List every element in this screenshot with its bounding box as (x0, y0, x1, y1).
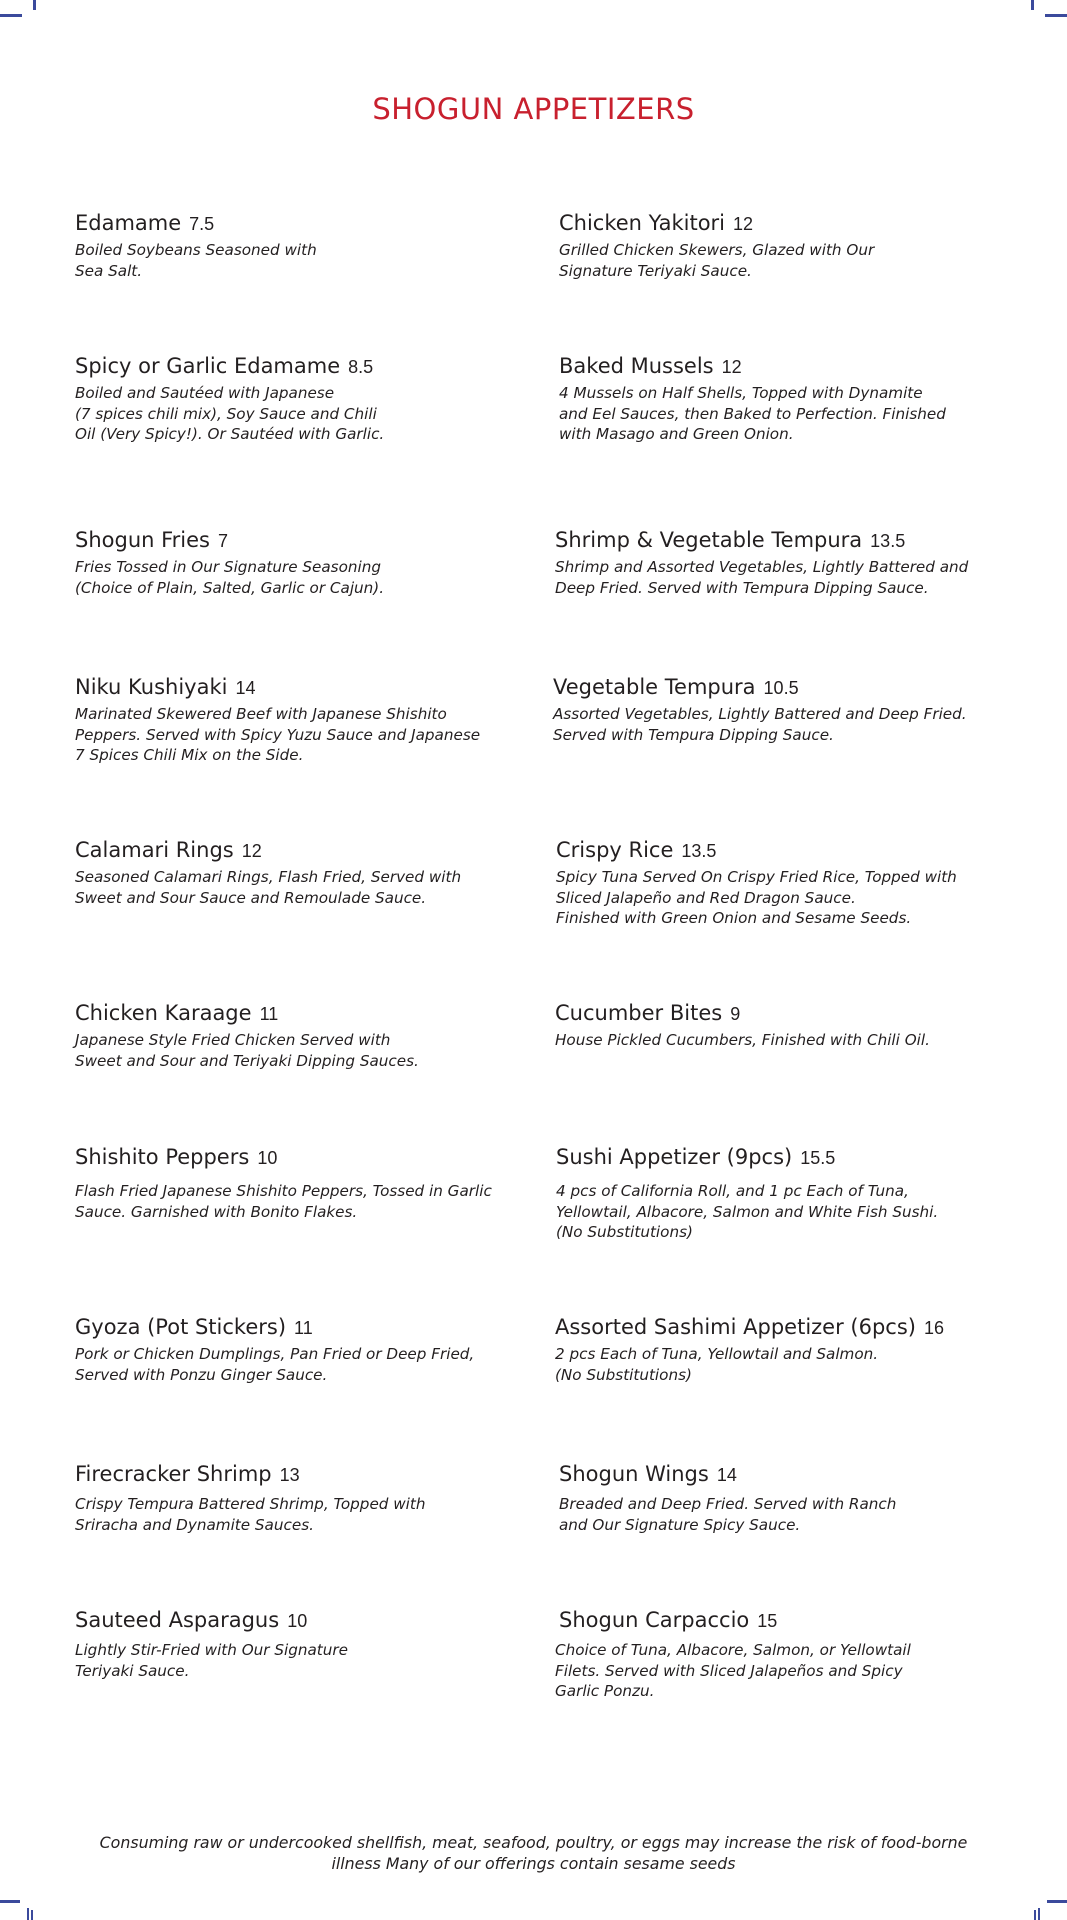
item-description: Grilled Chicken Skewers, Glazed with Our Signature Teriyaki Sauce. (559, 241, 875, 280)
item-description: Fries Tossed in Our Signature Seasoning (Choice of Plain, Salted, Garlic or Cajun). (75, 558, 385, 597)
item-name: Vegetable Tempura (553, 675, 756, 699)
item-description: Assorted Vegetables, Lightly Battered and Deep Fried. Served with Tempura Dipping Sauce. (553, 705, 967, 744)
item-name: Shogun Wings (559, 1462, 709, 1486)
menu-item (555, 1314, 944, 1385)
item-description: Japanese Style Fried Chicken Served with Sweet and Sour and Teriyaki Dipping Sauces. (75, 1031, 419, 1070)
item-description: Breaded and Deep Fried. Served with Ranch and Our Signature Spicy Sauce. (559, 1495, 897, 1534)
item-price: 7.5 (189, 214, 215, 234)
menu-item (553, 674, 967, 745)
item-price: 13 (279, 1465, 300, 1485)
item-price: 15 (757, 1611, 778, 1631)
menu-item (75, 674, 480, 766)
item-price: 7 (218, 531, 229, 551)
menu-item (556, 837, 957, 929)
item-description: Shrimp and Assorted Vegetables, Lightly Battered and Deep Fried. Served with Tempura Dipping Sauce. (555, 558, 969, 597)
item-description: Boiled and Sautéed with Japanese (7 spices chili mix), Soy Sauce and Chili Oil (Very Spicy!). Or Sautéed with Garlic. (75, 384, 385, 443)
item-price: 14 (716, 1465, 737, 1485)
item-price: 12 (241, 841, 262, 861)
corner-mark-bottom-right (1027, 1896, 1067, 1920)
menu-item (559, 210, 874, 281)
item-name: Niku Kushiyaki (75, 675, 228, 699)
item-description: Spicy Tuna Served On Crispy Fried Rice, Topped with Sliced Jalapeño and Red Dragon Sauce. Finished with Green Onion and Sesame Seeds. (556, 868, 957, 927)
menu-item (75, 527, 384, 598)
item-name: Baked Mussels (559, 354, 714, 378)
item-description: Seasoned Calamari Rings, Flash Fried, Served with Sweet and Sour Sauce and Remoulade Sauce. (75, 868, 462, 907)
menu-item (75, 1314, 474, 1385)
item-description: Pork or Chicken Dumplings, Pan Fried or Deep Fried, Served with Ponzu Ginger Sauce. (75, 1345, 475, 1384)
item-name: Calamari Rings (75, 838, 234, 862)
item-price: 13.5 (870, 531, 906, 551)
item-price: 12 (721, 357, 742, 377)
item-price: 10.5 (763, 678, 799, 698)
item-name: Firecracker Shrimp (75, 1462, 272, 1486)
item-name: Chicken Yakitori (559, 211, 726, 235)
item-description: Lightly Stir-Fried with Our Signature Teriyaki Sauce. (75, 1641, 348, 1680)
allergy-disclaimer: Consuming raw or undercooked shellfish, meat, seafood, poultry, or eggs may increase the risk of food-borne illness Many of our offerings contain sesame seeds (99, 1833, 968, 1873)
item-price: 9 (730, 1004, 741, 1024)
item-price: 11 (259, 1004, 279, 1024)
item-description: 2 pcs Each of Tuna, Yellowtail and Salmon. (No Substitutions) (555, 1345, 879, 1384)
item-description: Marinated Skewered Beef with Japanese Shishito Peppers. Served with Spicy Yuzu Sauce and Japanese 7 Spices Chili Mix on the Side. (75, 705, 481, 764)
menu-item (75, 1144, 492, 1222)
item-name: Shogun Carpaccio (559, 1608, 750, 1632)
item-price: 14 (235, 678, 256, 698)
item-name: Spicy or Garlic Edamame (75, 354, 341, 378)
menu-item (75, 353, 384, 445)
menu-item (75, 210, 317, 281)
item-price: 13.5 (681, 841, 717, 861)
item-name: Crispy Rice (556, 838, 674, 862)
item-name: Shogun Fries (75, 528, 210, 552)
item-description: House Pickled Cucumbers, Finished with Chili Oil. (555, 1031, 930, 1049)
menu-item (75, 1000, 419, 1071)
item-price: 10 (287, 1611, 308, 1631)
item-name: Shrimp & Vegetable Tempura (555, 528, 863, 552)
corner-mark-top-right (1027, 0, 1067, 20)
item-name: Chicken Karaage (75, 1001, 252, 1025)
corner-mark-bottom-left (0, 1896, 40, 1920)
item-name: Sushi Appetizer (9pcs) (556, 1145, 793, 1169)
menu-item (555, 1607, 911, 1702)
menu-item (75, 1607, 348, 1681)
menu-item (75, 837, 461, 908)
item-price: 15.5 (800, 1148, 836, 1168)
menu-item (555, 1000, 930, 1051)
item-name: Cucumber Bites (555, 1001, 723, 1025)
menu-item (559, 1461, 896, 1535)
menu-item (555, 527, 968, 598)
item-description: 4 Mussels on Half Shells, Topped with Dynamite and Eel Sauces, then Baked to Perfection. Finished with Masago and Green Onion. (559, 384, 946, 443)
item-description: Flash Fried Japanese Shishito Peppers, Tossed in Garlic Sauce. Garnished with Bonito Flakes. (75, 1182, 492, 1221)
item-price: 16 (923, 1318, 944, 1338)
item-price: 12 (733, 214, 754, 234)
item-name: Shishito Peppers (75, 1145, 250, 1169)
menu-item (75, 1461, 425, 1535)
page-title: SHOGUN APPETIZERS (372, 92, 695, 126)
item-description: Crispy Tempura Battered Shrimp, Topped with Sriracha and Dynamite Sauces. (75, 1495, 426, 1534)
item-description: Boiled Soybeans Seasoned with Sea Salt. (75, 241, 317, 280)
item-name: Gyoza (Pot Stickers) (75, 1315, 287, 1339)
item-name: Edamame (75, 211, 182, 235)
item-description: Choice of Tuna, Albacore, Salmon, or Yellowtail Filets. Served with Sliced Jalapeños and Spicy Garlic Ponzu. (555, 1641, 911, 1700)
item-description: 4 pcs of California Roll, and 1 pc Each of Tuna, Yellowtail, Albacore, Salmon and White Fish Sushi. (No Substitutions) (556, 1182, 939, 1241)
menu-item (556, 1144, 938, 1243)
corner-mark-top-left (0, 0, 40, 20)
item-name: Assorted Sashimi Appetizer (6pcs) (555, 1315, 916, 1339)
item-price: 11 (294, 1318, 313, 1338)
item-price: 8.5 (348, 357, 374, 377)
item-name: Sauteed Asparagus (75, 1608, 280, 1632)
item-price: 10 (257, 1148, 278, 1168)
menu-item (559, 353, 946, 445)
